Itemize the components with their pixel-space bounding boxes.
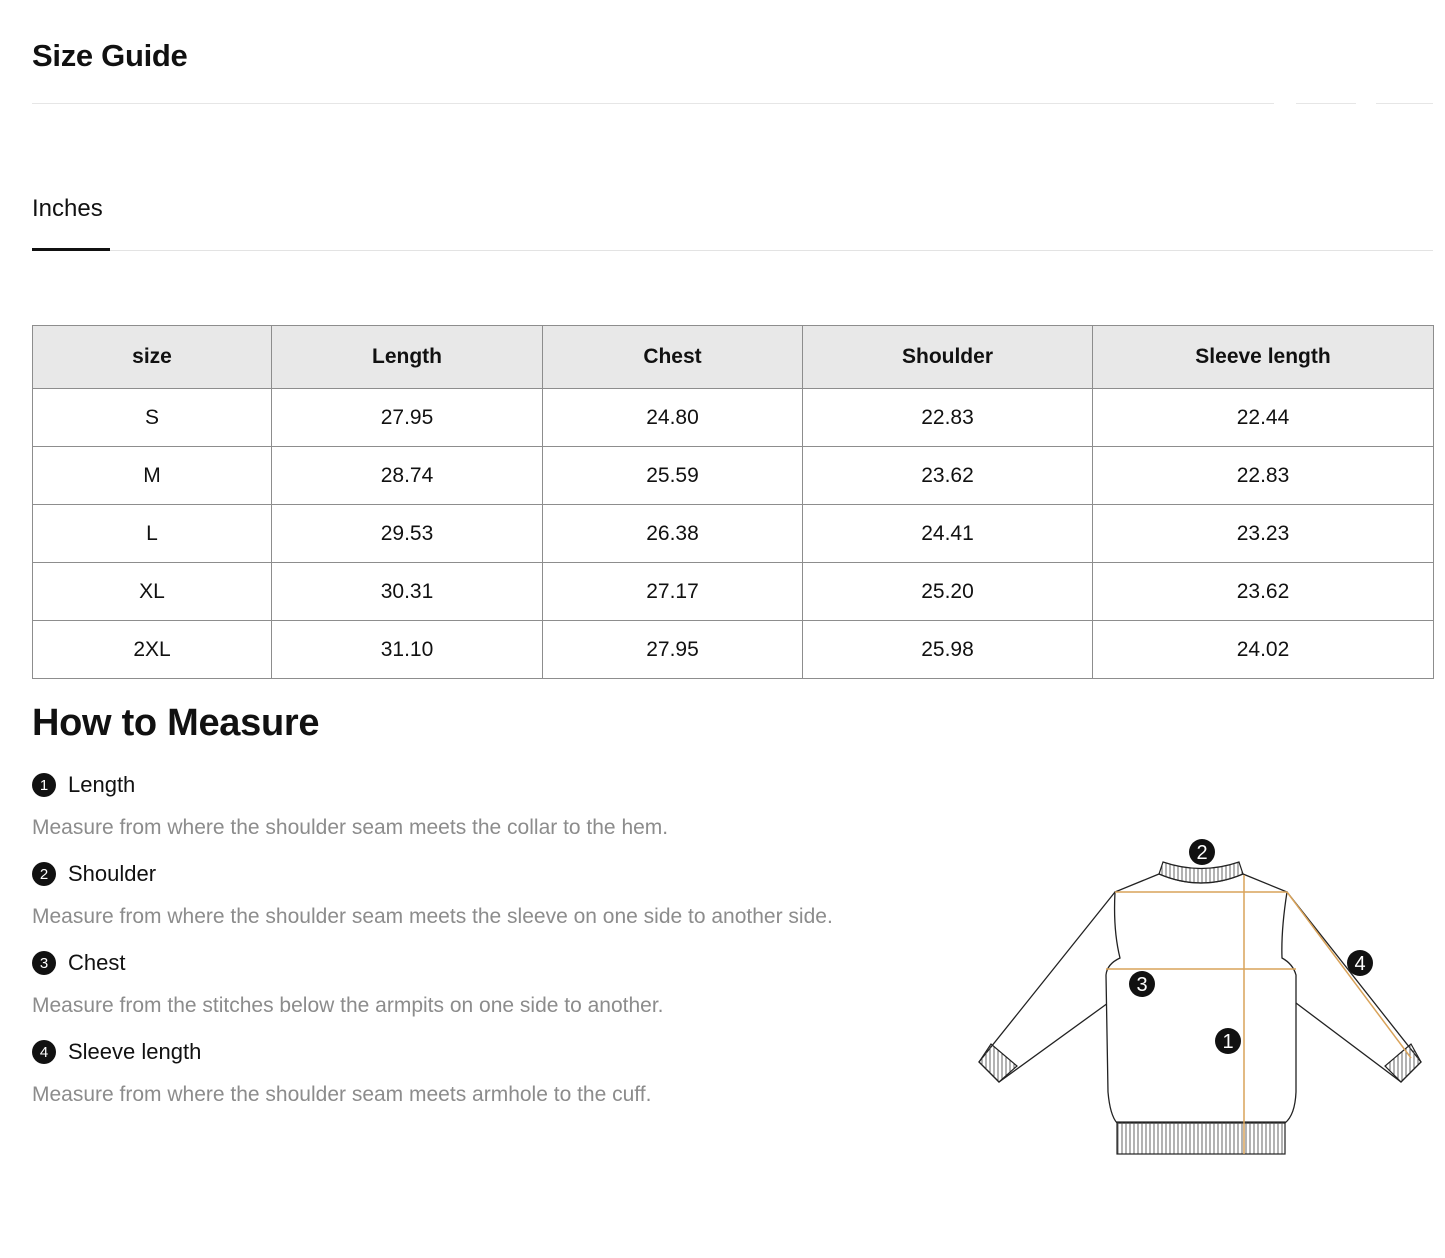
measure-item-chest [32, 948, 664, 1018]
svg-text:4: 4 [1354, 953, 1366, 975]
measure-label: Shoulder [68, 861, 157, 886]
table-cell: 23.62 [803, 447, 1093, 505]
column-header-sleeve-length: Sleeve length [1093, 326, 1434, 389]
measure-description: Measure from the stitches below the armpits on one side to another. [32, 994, 664, 1017]
table-row [33, 505, 1434, 563]
diagram-badge-2 [1189, 839, 1215, 865]
table-cell: 27.95 [543, 621, 803, 679]
diagram-badge-1 [1215, 1028, 1241, 1054]
column-header-length: Length [272, 326, 543, 389]
column-header-size: size [33, 326, 272, 389]
table-cell: L [33, 505, 272, 563]
column-header-shoulder: Shoulder [803, 326, 1093, 389]
table-row [33, 621, 1434, 679]
measure-description: Measure from where the shoulder seam meets armhole to the cuff. [32, 1083, 652, 1106]
table-cell: 30.31 [272, 563, 543, 621]
table-cell: 31.10 [272, 621, 543, 679]
number-badge: 1 [32, 773, 56, 797]
table-row [33, 447, 1434, 505]
table-cell: 29.53 [272, 505, 543, 563]
hem-band-shape [1117, 1122, 1285, 1154]
table-cell: XL [33, 563, 272, 621]
table-cell: 28.74 [272, 447, 543, 505]
table-cell: 23.62 [1093, 563, 1434, 621]
table-cell: 27.95 [272, 389, 543, 447]
table-row [33, 389, 1434, 447]
table-cell: 22.83 [1093, 447, 1434, 505]
number-badge: 4 [32, 1040, 56, 1064]
table-cell: 2XL [33, 621, 272, 679]
svg-text:1: 1 [1222, 1031, 1234, 1053]
size-table [32, 325, 1434, 679]
table-cell: 23.23 [1093, 505, 1434, 563]
table-cell: 26.38 [543, 505, 803, 563]
measure-item-shoulder [32, 859, 833, 929]
table-cell: 25.98 [803, 621, 1093, 679]
measure-item-sleeve-length [32, 1037, 651, 1107]
diagram-badge-4 [1347, 950, 1373, 976]
active-tab-indicator [32, 248, 110, 251]
table-cell: 27.17 [543, 563, 803, 621]
table-header-row [33, 326, 1434, 389]
measure-description: Measure from where the shoulder seam meets the sleeve on one side to another side. [32, 905, 833, 928]
table-cell: 22.83 [803, 389, 1093, 447]
tab-bar-divider [32, 250, 1433, 251]
measure-label: Chest [68, 950, 126, 975]
table-cell: 24.80 [543, 389, 803, 447]
number-badge: 2 [32, 862, 56, 886]
header-divider [32, 103, 1274, 104]
table-cell: 24.02 [1093, 621, 1434, 679]
table-cell: M [33, 447, 272, 505]
sweater-measurement-diagram [965, 830, 1435, 1170]
header-divider-segment [1376, 103, 1433, 104]
measure-item-length [32, 770, 668, 840]
measure-label: Length [68, 772, 136, 797]
how-to-measure-title: How to Measure [32, 702, 320, 744]
table-row [33, 563, 1434, 621]
header-divider-segment [1296, 103, 1356, 104]
page-title: Size Guide [32, 38, 188, 73]
table-cell: 24.41 [803, 505, 1093, 563]
sweater-body-shape [1106, 874, 1296, 1123]
column-header-chest: Chest [543, 326, 803, 389]
svg-text:2: 2 [1196, 842, 1208, 864]
table-cell: 22.44 [1093, 389, 1434, 447]
measure-label: Sleeve length [68, 1039, 202, 1064]
table-cell: 25.59 [543, 447, 803, 505]
number-badge: 3 [32, 951, 56, 975]
table-cell: 25.20 [803, 563, 1093, 621]
diagram-badge-3 [1129, 971, 1155, 997]
svg-text:3: 3 [1136, 974, 1148, 996]
measure-description: Measure from where the shoulder seam meets the collar to the hem. [32, 816, 669, 839]
tab-inches[interactable]: Inches [32, 195, 103, 222]
table-cell: S [33, 389, 272, 447]
